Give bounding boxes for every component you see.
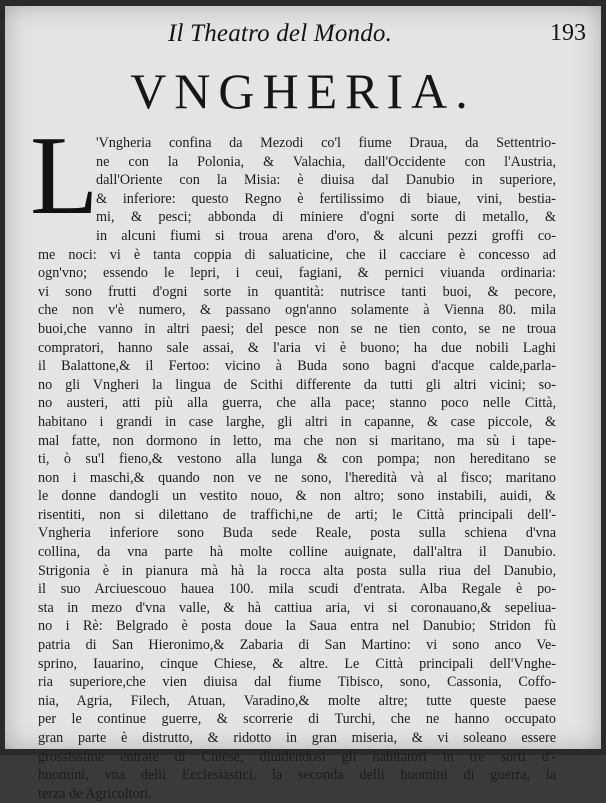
text-line: grossissime entrate di Chiese, diuidendosi gli habitatori in tre sorti d'-: [38, 748, 556, 765]
text-line: no gli Vngheri la lingua de Scithi differente da tutti gli altri vicini; so-: [38, 376, 556, 393]
text-line: gran parte è distrutto, & ridotto in gran miseria, & vi soleano essere: [38, 730, 556, 746]
text-line: collina, da vna parte hà molte colline auignate, dall'altra il Danubio.: [38, 544, 556, 561]
text-line: vi sono frutti d'ogni sorte in quantità: nutrisce tanti buoi, & pecore,: [38, 283, 556, 300]
body-text: [38, 134, 556, 803]
drop-cap-initial: L: [30, 114, 99, 238]
scan-border-top: [0, 0, 606, 6]
text-line: habitano i grandi in case larghe, gli altri in capanne, & case piccole, &: [38, 413, 556, 430]
text-line: & inferiore: questo Regno è fertilissimo di biaue, vini, bestia-: [96, 190, 556, 207]
text-line: che non v'è numero, & passano ogn'anno solamente à Vienna 80. mila: [38, 302, 556, 319]
text-line: 'Vngheria confina da Mezodi co'l fiume Draua, da Settentrio-: [96, 135, 556, 151]
text-line: dall'Oriente con la Misia: è diuisa dal Danubio in superiore,: [96, 172, 556, 189]
text-line: ogn'vno; essendo le lepri, i ceui, fagiani, & pernici viuanda ordinaria:: [38, 265, 556, 282]
text-line: il Balattone,& il Fertoo: vicino à Buda sono bagni d'acque calde,parla-: [38, 358, 556, 375]
text-line: huomini, vna delli Ecclesiastici, la seconda delli huomini di guerra, la: [38, 767, 556, 784]
text-line: no i Rè: Belgrado è posta doue la Saua entra nel Danubio; Stridon fù: [38, 618, 556, 635]
page-header: [0, 18, 606, 48]
text-line: compratori, hanno sale assai, & l'aria vi è buono; ha due nobili Laghi: [38, 339, 556, 356]
text-line: sprino, Iauarino, cinque Chiese, & altre. Le Città principali dell'Vnghe-: [38, 655, 556, 672]
running-title: Il Theatro del Mondo.: [168, 20, 393, 47]
text-line: non i maschi,& quando non ve ne sono, l'heredità và al fisco; maritano: [38, 469, 556, 486]
text-line: ti, ò su'l fieno,& vestono alla lunga & con pompa; non hereditano se: [38, 451, 556, 468]
text-line: patria di San Hieronimo,& Zabaria di San Martino: vi sono anco Ve-: [38, 637, 556, 654]
text-line: Strigonia è in pianura mà hà la rocca alta posta sulla riua del Danubio,: [38, 562, 556, 579]
text-line: ne con la Polonia, & Valachia, dall'Occidente con l'Austria,: [96, 153, 556, 170]
text-line: buoi,che vanno in altri paesi; del pesce non se ne tien conto, se ne troua: [38, 320, 556, 337]
text-line: ria superiore,che vien diuisa dal fiume Tibisco, sono, Cassonia, Coffo-: [38, 674, 556, 691]
page-number: 193: [550, 20, 586, 46]
text-line: il suo Arciuescouo hauea 100. mila scudi d'entrata. Alba Regale è po-: [38, 581, 556, 598]
text-line: mi, & pesci; abbonda di miniere d'ogni sorte di metallo, &: [96, 209, 556, 226]
text-line: risentiti, non si dilettano de traffichi,ne de arti; le Città principali dell'-: [38, 506, 556, 523]
text-line: Vngheria inferiore sono Buda sede Reale, posta sulla schiena d'vna: [38, 525, 556, 542]
chapter-title: VNGHERIA.: [130, 63, 476, 119]
text-line: sta in mezo d'vna valle, & hà cattiua aria, vi si coronauano,& sepeliua-: [38, 599, 556, 616]
text-line: me noci: vi è tanta coppia di saluaticine, che il cacciare è concesso ad: [38, 246, 556, 263]
text-line: le donne dandogli un vestito nouo, & non altro; sono instabili, auidi, &: [38, 488, 556, 505]
text-line: terza de Agricoltori.: [38, 785, 152, 802]
text-line: no austeri, atti più alla guerra, che alla pace; stanno poco nelle Città,: [38, 395, 556, 412]
text-line: per le continue guerre, & scorrerie di Turchi, che ne hanno occupato: [38, 711, 556, 728]
text-line: mal fatte, non dormono in letto, ma che non si maritano, ma sù i tape-: [38, 432, 556, 449]
text-line: in alcuni fiumi si troua arena d'oro, & alcuni pezzi groffi co-: [96, 227, 556, 244]
text-line: nia, Agria, Filech, Atuan, Varadino,& molte altre; tutte queste paese: [38, 692, 556, 709]
